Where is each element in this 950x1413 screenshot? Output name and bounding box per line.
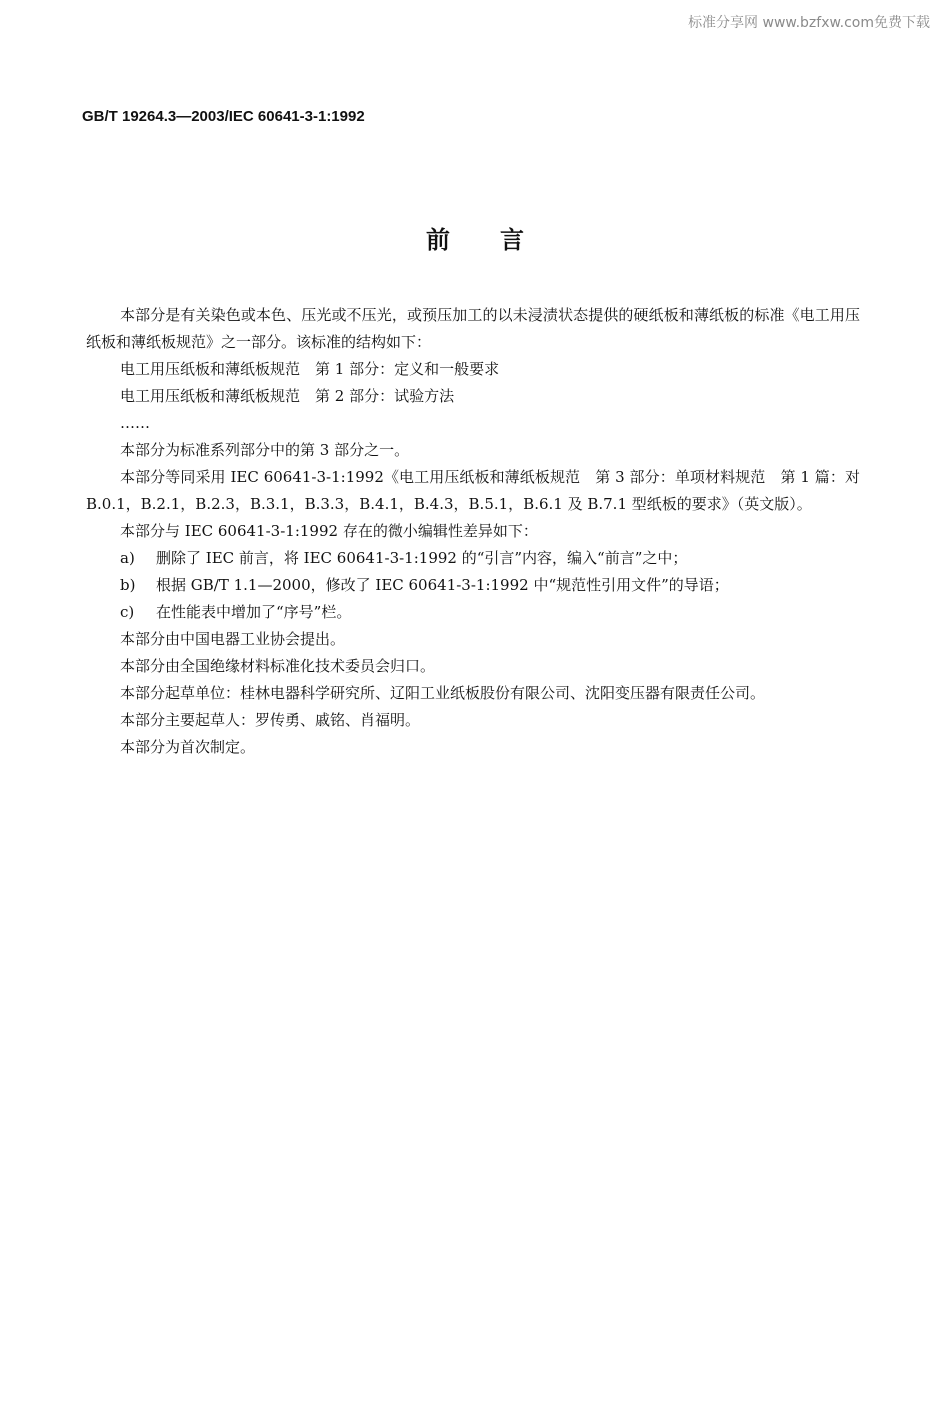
list-item-marker: a) [120,549,135,567]
paragraph-drafters: 本部分主要起草人：罗传勇、戚铭、肖福明。 [120,711,421,729]
list-item-text: 删除了 IEC 前言，将 IEC 60641-3-1:1992 的“引言”内容，编入“前言”之中； [156,549,688,567]
list-item [86,599,860,626]
paragraph-structure-part2: 电工用压纸板和薄纸板规范 第 2 部分：试验方法 [120,387,455,405]
list-item-marker: c) [120,603,135,621]
paragraph-series-part: 本部分为标准系列部分中的第 3 部分之一。 [120,441,410,459]
document-body [86,302,860,761]
standard-code: GB/T 19264.3—2003/IEC 60641-3-1:1992 [82,108,365,125]
watermark-text: 标准分享网 www.bzfxw.com免费下载 [688,15,930,31]
list-item-marker: b) [120,576,136,594]
list-item-text: 在性能表中增加了“序号”栏。 [156,603,352,621]
paragraph-ellipsis: …… [120,414,150,432]
list-item [86,572,860,599]
paragraph-proposer: 本部分由中国电器工业协会提出。 [120,630,346,648]
paragraph-drafting-units: 本部分起草单位：桂林电器科学研究所、辽阳工业纸板股份有限公司、沈阳变压器有限责任公司。 [120,684,766,702]
list-item-text: 根据 GB/T 1.1—2000，修改了 IEC 60641-3-1:1992 中“规范性引用文件”的导语； [156,576,729,594]
paragraph-structure-part1: 电工用压纸板和薄纸板规范 第 1 部分：定义和一般要求 [120,360,500,378]
paragraph-differences-intro: 本部分与 IEC 60641-3-1:1992 存在的微小编辑性差异如下： [120,522,538,540]
list-item [86,545,860,572]
paragraph-adoption: 本部分等同采用 IEC 60641-3-1:1992《电工用压纸板和薄纸板规范 第 3 部分：单项材料规范 第 1 篇：对 B.0.1，B.2.1，B.2.3，B.3.1，B.3.3，B.4.1，B.4.3，B.5.1，B.6.1 及 B.7.1 型纸板的要求》（英文版）。 [86,468,860,513]
paragraph-first-edition: 本部分为首次制定。 [120,738,256,756]
page-title: 前言 [426,226,574,254]
paragraph-committee: 本部分由全国绝缘材料标准化技术委员会归口。 [120,657,436,675]
paragraph-scope: 本部分是有关染色或本色、压光或不压光，或预压加工的以未浸渍状态提供的硬纸板和薄纸板的标准《电工用压纸板和薄纸板规范》之一部分。该标准的结构如下： [86,306,860,351]
